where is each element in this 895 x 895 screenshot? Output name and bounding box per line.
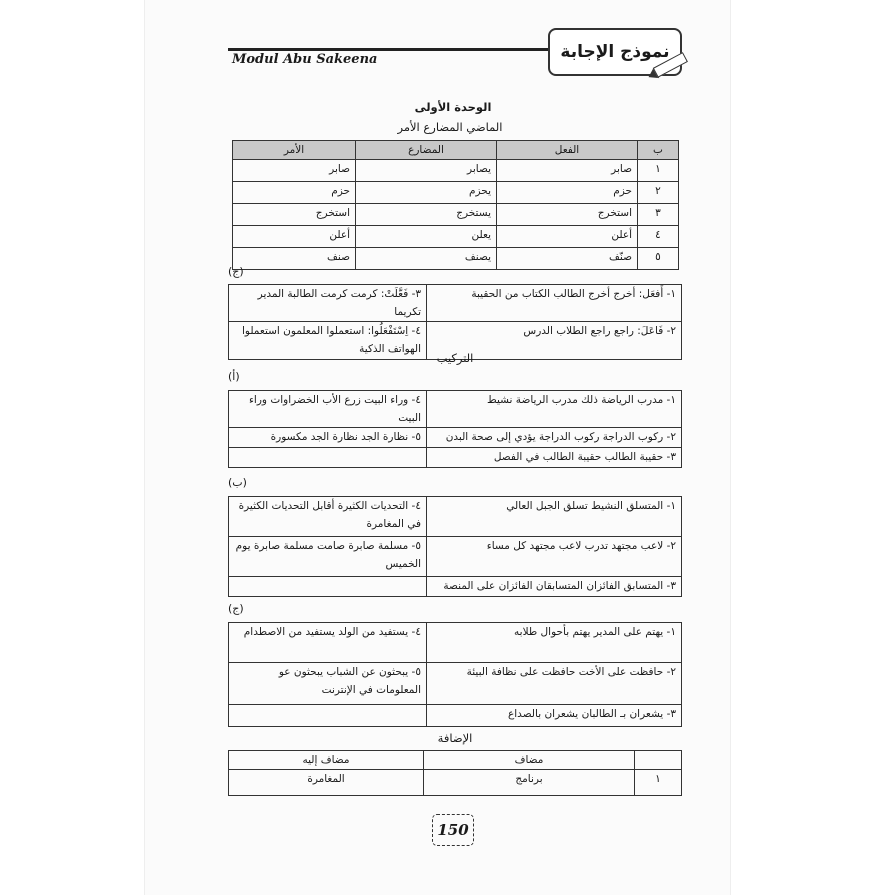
col-header: الأمر xyxy=(233,141,356,160)
col-header: مضاف إليه xyxy=(229,751,424,770)
cell: ٤- وراء البيت زرع الأب الخضراوات وراء البيت xyxy=(229,391,427,428)
cell: يستخرج xyxy=(356,204,497,226)
cell: ١- مدرب الرياضة ذلك مدرب الرياضة نشيط xyxy=(427,391,682,428)
row-number: ١ xyxy=(635,770,682,796)
cell: ٢- فَاعَلَ: راجع راجع الطلاب الدرس xyxy=(427,322,682,360)
cell: ٣- فَعَّلَتْ: كرمت كرمت الطالبة المدير تكريما xyxy=(229,285,427,322)
cell: ١- أَفعَل: أخرج أخرج الطالب الكتاب من الحقيبة xyxy=(427,285,682,322)
section3-title: الإضافة xyxy=(437,731,473,745)
construction-table-b xyxy=(228,496,682,597)
cell: ٢- ركوب الدراجة ركوب الدراجة يؤدي إلى صحة البدن xyxy=(427,428,682,448)
page-number: 150 xyxy=(432,814,474,846)
cell: حزم xyxy=(233,182,356,204)
row-number: ٥ xyxy=(638,248,679,270)
verb-patterns-table xyxy=(228,284,682,360)
cell: ٥- مسلمة صابرة صامت مسلمة صابرة يوم الخميس xyxy=(229,537,427,577)
cell: ٤- التحديات الكثيرة أقابل التحديات الكثيرة في المغامرة xyxy=(229,497,427,537)
cell: صابر xyxy=(497,160,638,182)
cell: صابر xyxy=(233,160,356,182)
section2-title: التركيب xyxy=(436,351,474,365)
idafa-table xyxy=(228,750,682,796)
cell xyxy=(229,448,427,468)
cell: صنف xyxy=(233,248,356,270)
cell xyxy=(229,577,427,597)
cell: ٥- نظارة الجد نظارة الجد مكسورة xyxy=(229,428,427,448)
label-a: (أ) xyxy=(228,370,240,383)
col-header: المضارع xyxy=(356,141,497,160)
construction-table-a xyxy=(228,390,682,468)
cell: حزم xyxy=(497,182,638,204)
answer-tag: نموذج الإجابة xyxy=(548,28,682,76)
verb-forms-table xyxy=(232,140,679,270)
cell: يصابر xyxy=(356,160,497,182)
cell: ٥- يبحثون عن الشباب يبحثون عو المعلومات في الإنترنت xyxy=(229,663,427,705)
cell: يصنف xyxy=(356,248,497,270)
col-header: الفعل xyxy=(497,141,638,160)
cell: يعلن xyxy=(356,226,497,248)
col-header: مضاف xyxy=(424,751,635,770)
cell: ٣- المتسابق الفائزان المتسابقان الفائزان على المنصة xyxy=(427,577,682,597)
cell: ٢- حافظت على الأخت حافظت على نظافة البيئة xyxy=(427,663,682,705)
cell: استخرج xyxy=(233,204,356,226)
cell: صنّف xyxy=(497,248,638,270)
cell xyxy=(229,705,427,727)
section1-title: الماضي المضارع الأمر xyxy=(397,120,503,134)
label-c: (ج) xyxy=(228,265,244,278)
cell: استخرج xyxy=(497,204,638,226)
cell: برنامج xyxy=(424,770,635,796)
col-header xyxy=(635,751,682,770)
label-b: (ب) xyxy=(228,476,247,489)
cell: ١- يهتم على المدير يهتم بأحوال طلابه xyxy=(427,623,682,663)
row-number: ٣ xyxy=(638,204,679,226)
row-number: ١ xyxy=(638,160,679,182)
unit-title: الوحدة الأولى xyxy=(414,100,492,114)
row-number: ٤ xyxy=(638,226,679,248)
cell: أعلن xyxy=(497,226,638,248)
col-header: ب xyxy=(638,141,679,160)
cell: ٣- حقيبة الطالب حقيبة الطالب في الفصل xyxy=(427,448,682,468)
cell: يحزم xyxy=(356,182,497,204)
cell: أعلن xyxy=(233,226,356,248)
cell: ٤- اِسْتَفْعَلُوا: استعملوا المعلمون استعملوا الهواتف الذكية xyxy=(229,322,427,360)
book-title: Modul Abu Sakeena xyxy=(232,52,378,67)
row-number: ٢ xyxy=(638,182,679,204)
cell: المغامرة xyxy=(229,770,424,796)
cell: ٣- يشعران بـ الطالبان يشعران بالصداع xyxy=(427,705,682,727)
cell: ١- المتسلق النشيط تسلق الجبل العالي xyxy=(427,497,682,537)
cell: ٤- يستفيد من الولد يستفيد من الاصطدام xyxy=(229,623,427,663)
construction-table-c xyxy=(228,622,682,727)
cell: ٢- لاعب مجتهد تدرب لاعب مجتهد كل مساء xyxy=(427,537,682,577)
label-c2: (ج) xyxy=(228,602,244,615)
